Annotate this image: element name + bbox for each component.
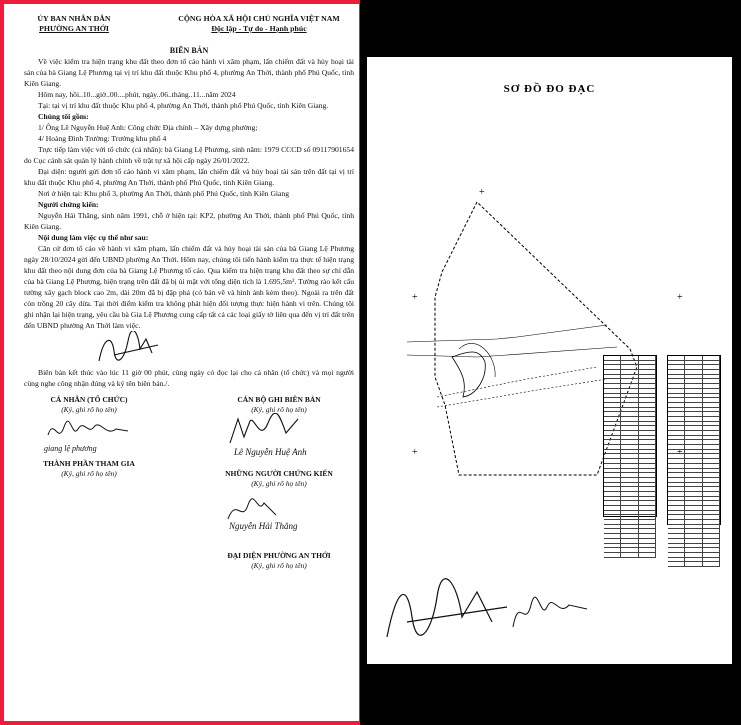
sig-note-individual: (Ký, ghi rõ họ tên) bbox=[61, 405, 117, 414]
document-title: BIÊN BẢN bbox=[169, 46, 209, 55]
svg-text:+: + bbox=[677, 447, 683, 458]
signature-recorder bbox=[224, 413, 304, 447]
coordinate-table-1 bbox=[603, 355, 657, 517]
national-motto: Độc lập - Tự do - Hạnh phúc bbox=[211, 24, 307, 33]
members-heading: Chúng tôi gồm: bbox=[38, 112, 89, 121]
date-line: Hôm nay, hồi..10...giờ..00....phút, ngày..06..tháng..11...năm 2024 bbox=[38, 90, 236, 99]
report-document bbox=[24, 14, 354, 591]
hand-name-witness: Nguyễn Hải Thăng bbox=[229, 521, 298, 531]
witness-heading: Người chứng kiến: bbox=[38, 200, 99, 209]
sig-label-recorder: CÁN BỘ GHI BIÊN BẢN bbox=[237, 395, 321, 404]
sig-label-individual: CÁ NHÂN (TỔ CHỨC) bbox=[50, 395, 128, 404]
sig-block-witnesses bbox=[204, 469, 354, 489]
residence-line: Nơi ở hiện tại: Khu phố 3, phường An Thới, thành phố Phú Quốc, tỉnh Kiên Giang bbox=[38, 189, 289, 198]
member-4: 4/ Hoàng Đình Trường: Trưởng khu phố 4 bbox=[38, 134, 167, 143]
sig-block-participants bbox=[24, 459, 154, 479]
witness-paragraph: Nguyễn Hải Thăng, sinh năm 1991, chỗ ở hiện tại: KP2, phường An Thới, thành phố Phú Quốc, tỉnh Kiên Giang. bbox=[24, 211, 354, 231]
content-heading: Nội dung làm việc cụ thể như sau: bbox=[38, 233, 149, 242]
signature-area bbox=[24, 391, 354, 591]
sig-block-individual bbox=[24, 395, 154, 415]
individual-paragraph: Trực tiếp làm việc với tổ chức (cá nhân): bà Giang Lệ Phương, sinh năm: 1979 CCCD số 09117901654 do Cục cảnh sát quản lý hành chính về trật tự xã hội cấp ngày 26/01/2022. bbox=[24, 145, 354, 165]
hand-name-recorder: Lê Nguyễn Huệ Anh bbox=[234, 447, 307, 457]
location-line: Tại: tại vị trí khu đất thuộc Khu phố 4, phường An Thới, thành phố Phú Quốc, tỉnh Kiên Giang. bbox=[38, 101, 329, 110]
svg-text:+: + bbox=[412, 447, 418, 458]
hand-name-participant: giang lệ phương bbox=[44, 444, 97, 453]
sig-label-ward-rep: ĐẠI DIỆN PHƯỜNG AN THỚI bbox=[227, 551, 331, 560]
ward-name: PHƯỜNG AN THỚI bbox=[39, 24, 109, 33]
survey-title: SƠ ĐỒ ĐO ĐẠC bbox=[503, 83, 596, 95]
agency-name: ỦY BAN NHÂN DÂN bbox=[37, 14, 111, 23]
report-page bbox=[4, 4, 359, 721]
coordinate-row bbox=[604, 553, 656, 558]
national-title: CỘNG HÒA XÃ HỘI CHỦ NGHĨA VIỆT NAM bbox=[178, 14, 340, 23]
sig-note-recorder: (Ký, ghi rõ họ tên) bbox=[251, 405, 307, 414]
svg-text:+: + bbox=[479, 187, 485, 198]
sig-block-ward-rep bbox=[204, 551, 354, 571]
survey-page bbox=[367, 57, 732, 664]
subject-paragraph: Về việc kiểm tra hiện trạng khu đất theo đơn tố cáo hành vi xâm phạm, lấn chiếm đất và hủy hoại tài sản của bà Giang Lệ Phương tại vị trí khu đất thuộc Khu phố 4, phường An Thới, thành phố Phú Quốc, tỉnh Kiên Giang. bbox=[24, 57, 354, 88]
document-header bbox=[24, 14, 354, 34]
map-signature-2 bbox=[507, 587, 597, 637]
representative-paragraph: Đại diện: người gửi đơn tố cáo hành vi xâm phạm, lấn chiếm đất và hủy hoại tài sản trên đất tại vị trí khu đất thuộc Khu phố 4, phường An Thới, thành phố Phú Quốc, tỉnh Kiên Giang. bbox=[24, 167, 354, 187]
inline-signature bbox=[94, 331, 164, 365]
svg-text:+: + bbox=[412, 292, 418, 303]
closing-paragraph: Biên bản kết thúc vào lúc 11 giờ 00 phút, cùng ngày có đọc lại cho cá nhân (tổ chức) và mọi người cùng nghe công nhận đúng và ký tên biên bản./. bbox=[24, 368, 354, 388]
svg-text:+: + bbox=[677, 292, 683, 303]
coordinate-row bbox=[668, 562, 720, 567]
coordinate-table-2 bbox=[667, 355, 721, 525]
sig-note-witnesses: (Ký, ghi rõ họ tên) bbox=[251, 479, 307, 488]
signature-individual bbox=[44, 415, 134, 443]
sig-block-recorder bbox=[204, 395, 354, 415]
content-paragraph: Căn cứ đơn tố cáo về hành vi xâm phạm, lấn chiếm đất và hủy hoại tài sản của bà Giang Lệ Phương ngày 28/10/2024 gửi đến UBND phường An Thới. Hôm nay, chúng tôi tiến hành kiểm tra thực tế hiện trạng khu đất theo nội dung đơn của bà Giang Lệ Phương tố cáo. Qua kiểm tra hiện trạng khu đất theo sự chỉ dẫn của bà Giang Lệ Phương, hiện trạng trên đất đã bị ủi mặt với tổng diện tích là 1.695,5m². Tường rào kết cấu tường xây gạch block cao 2m, dài 20m đã bị đập phá (có bản vẽ và hình ảnh kèm theo). Ngoài ra trên đất còn trồng 20 cây dừa. Tại thời điểm kiểm tra không phát hiện đối tượng thực hiện hành vi trên. Chúng tôi ghi nhận lại hiện trạng, yêu cầu bà Gia Lệ Phương cung cấp tất cả các loại giấy tờ liên qua đến vị trí đất trên đến UBND phường An Thới làm việc. bbox=[24, 244, 354, 330]
sig-label-participants: THÀNH PHẦN THAM GIA bbox=[43, 459, 135, 468]
sig-label-witnesses: NHỮNG NGƯỜI CHỨNG KIẾN bbox=[225, 469, 333, 478]
sig-note-ward-rep: (Ký, ghi rõ họ tên) bbox=[251, 561, 307, 570]
sig-note-participants: (Ký, ghi rõ họ tên) bbox=[61, 469, 117, 478]
member-1: 1/ Ông Lê Nguyễn Huệ Anh: Công chức Địa chính – Xây dựng phường; bbox=[38, 123, 258, 132]
